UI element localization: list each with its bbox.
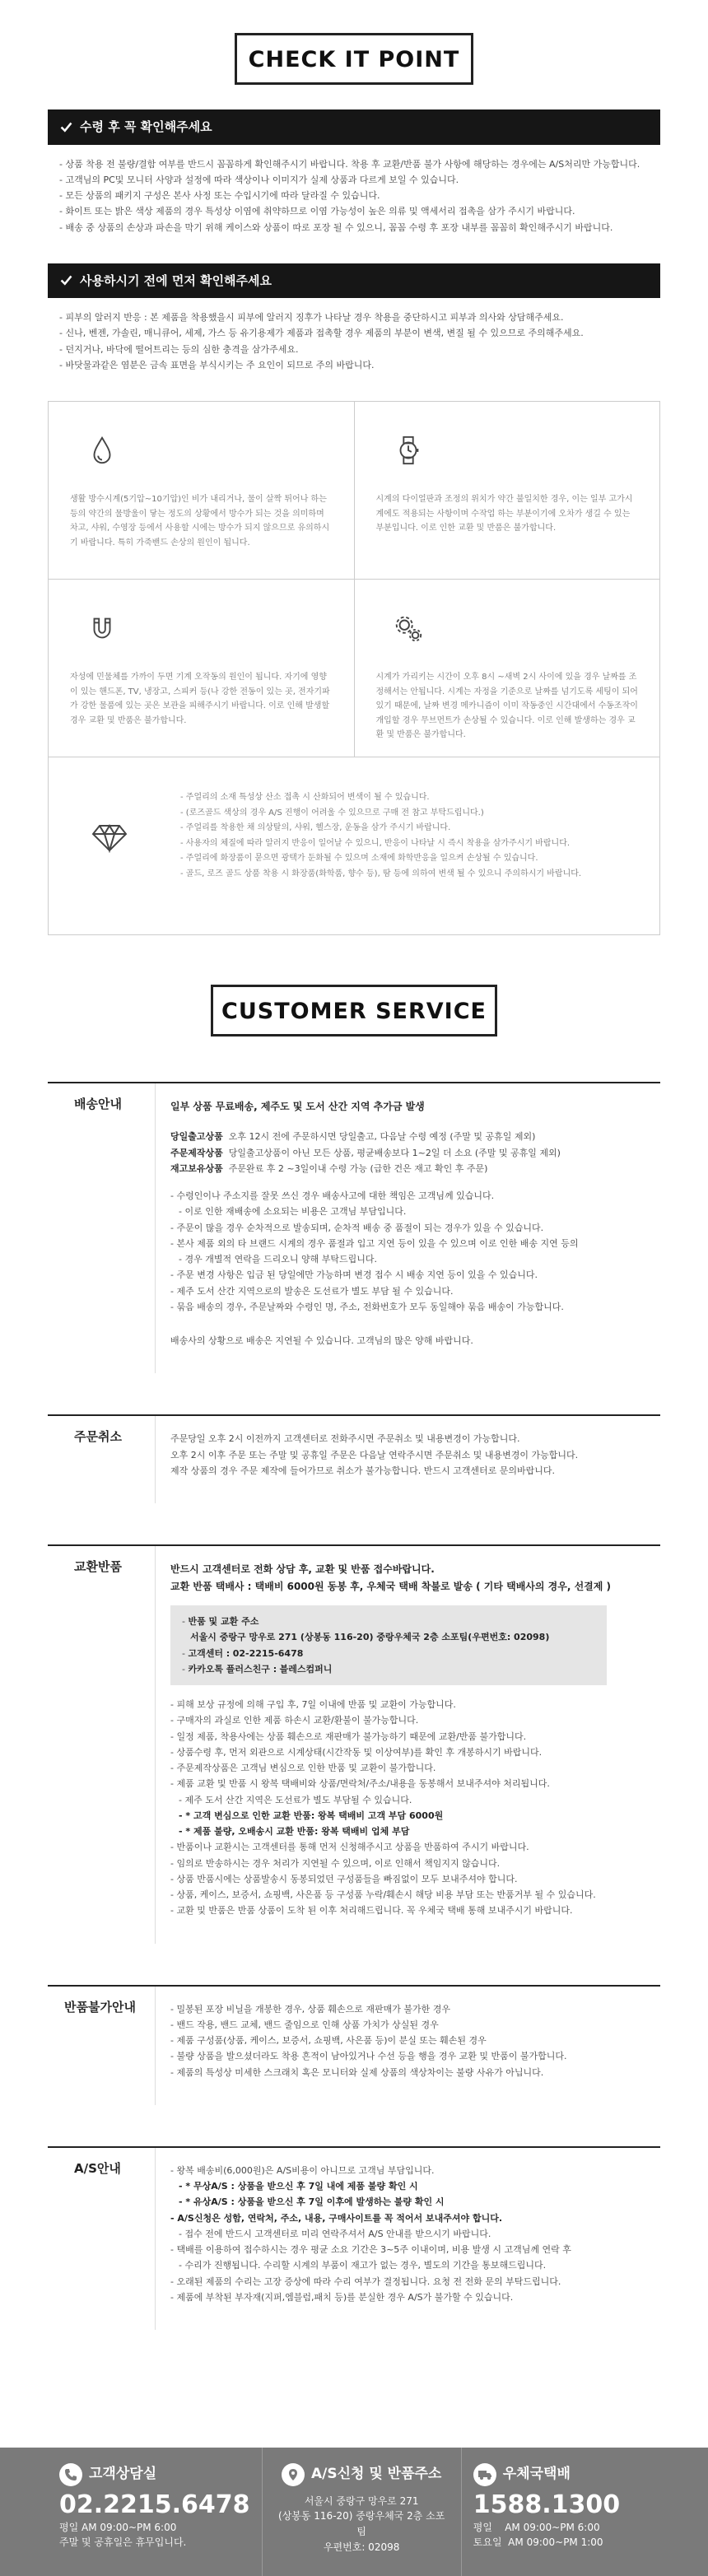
cancel-line: 오후 2시 이후 주문 또는 주말 및 공휴일 주문은 다음날 연락주시면 주문취소 및 내용변경이 가능합니다. — [170, 1449, 579, 1460]
receipt-notes-title: 수령 후 꼭 확인해주세요 — [80, 119, 212, 135]
return-address: 서울시 중랑구 망우로 271 (상봉동 116-20) 중랑우체국 2층 소포팀(우편번호: 02098) — [190, 1632, 550, 1643]
list-item: - 밀봉된 포장 비닐을 개봉한 경우, 상품 훼손으로 재판매가 불가한 경우 — [170, 2001, 660, 2017]
no-return-label: 반품불가안내 — [64, 1999, 136, 2015]
receipt-notes-header — [48, 109, 660, 144]
contact-footer — [0, 2448, 708, 2576]
jewelry-tip-list — [180, 790, 626, 882]
list-item: - 구매자의 과실로 인한 제품 하손시 교환/환불이 불가능합니다. — [170, 1712, 660, 1728]
shipping-type-row: 주문제작상품 당일출고상품이 아닌 모든 상품, 평균배송보다 1~2일 더 소요 (주말 및 공휴일 제외) — [170, 1147, 561, 1158]
cancel-line: 주문당일 오후 2시 이전까지 고객센터로 전화주시면 주문취소 및 내용변경이 가능합니다. — [170, 1433, 520, 1445]
list-item: - 수령인이나 주소지를 잘못 쓰신 경우 배송사고에 대한 책임은 고객님께 있습니다. — [170, 1188, 660, 1204]
shipping-delay-note: 배송사의 상황으로 배송은 지연될 수 있습니다. 고객님의 많은 양해 바랍니다. — [170, 1335, 473, 1346]
exchange-notes — [170, 1697, 660, 1919]
diamond-icon — [91, 823, 128, 853]
list-item: - 피부의 알러지 반응 : 본 제품을 착용했을시 피부에 알러지 징후가 나타날 경우 착용을 중단하시고 피부과 의사와 상담해주세요. — [59, 310, 649, 325]
list-item: - 상품 반품시에는 상품발송시 동봉되었던 구성품들을 빠짐없이 모두 보내주셔야 합니다. — [170, 1871, 660, 1887]
cs-hours: 평일 AM 09:00~PM 6:00 — [59, 2521, 177, 2533]
list-item: - * 제품 불량, 오배송시 교환 반품: 왕복 택배비 업체 부담 — [170, 1824, 660, 1839]
kakao-friend: - 카카오톡 플러스친구 : 블레스컴퍼니 — [182, 1663, 333, 1675]
shipping-label: 배송안내 — [74, 1097, 122, 1112]
usage-notes-header — [48, 263, 660, 298]
cs-center-title: 고객상담실 — [89, 2466, 157, 2482]
list-item: - 임의로 반송하시는 경우 처리가 지연될 수 있으며, 이로 인해서 책임지지 않습니다. — [170, 1856, 660, 1871]
list-item: - 주문이 많을 경우 순차적으로 발송되며, 순차적 배송 중 품절이 되는 경우가 있을 수 있습니다. — [170, 1220, 660, 1236]
list-item: - 주얼리를 착용한 채 의상탈의, 샤워, 헬스장, 운동을 삼가 주시기 바랍니다. — [180, 821, 626, 836]
care-tips-grid — [48, 401, 660, 935]
list-item: - 상품 착용 전 불량/결함 여부를 반드시 꼼꼼하게 확인해주시기 바랍니다. 착용 후 교환/반품 불가 사항에 해당하는 경우에는 A/S처리만 가능합니다. — [59, 156, 649, 172]
watch-icon — [393, 435, 424, 466]
list-item: - 본사 제품 외의 타 브랜드 시계의 경우 품절과 입고 지연 등이 있을 수 있으며 이로 인한 배송 지연 등의 — [170, 1236, 660, 1251]
usage-notes-title: 사용하시기 전에 먼저 확인해주세요 — [80, 273, 272, 288]
as-section — [48, 2146, 660, 2330]
return-address-heading: - 반품 및 교환 주소 — [182, 1616, 259, 1627]
list-item: - 묶음 배송의 경우, 주문날짜와 수령인 명, 주소, 전화번호가 모두 동일해야 묶음 배송이 가능합니다. — [170, 1299, 660, 1315]
list-item: - 밴드 작용, 밴드 교체, 밴드 줄임으로 인해 상품 가치가 상실된 경우 — [170, 2017, 660, 2033]
check-icon — [59, 273, 73, 287]
post-courier-column — [461, 2448, 660, 2576]
as-label: A/S안내 — [74, 2160, 121, 2176]
list-item: - 던지거나, 바닥에 떨어트리는 등의 심한 충격을 삼가주세요. — [59, 342, 649, 357]
list-item: - 접수 전에 반드시 고객센터로 미리 연락주셔서 A/S 안내를 받으시기 바랍니다. — [170, 2226, 660, 2242]
list-item: - 제품 교환 및 반품 시 왕복 택배비와 상품/면락처/주소/내용을 동봉해서 보내주셔야 처리됩니다. — [170, 1776, 660, 1791]
water-resistance-tip — [49, 402, 354, 579]
list-item: - 불량 상품을 발으셨더라도 착용 흔적이 남아있거나 수선 등을 행을 경우 교환 및 반품이 불가합니다. — [170, 2048, 660, 2064]
as-address-column — [262, 2448, 461, 2576]
list-item: - (로즈골드 색상의 경우 A/S 진행이 어려울 수 있으므로 구매 전 참고 부탁드립니다.) — [180, 806, 626, 822]
post-saturday-hours: 토요일 AM 09:00~PM 1:00 — [473, 2536, 603, 2549]
as-address-line: 서울시 중랑구 망우로 271 — [304, 2494, 419, 2507]
list-item: - 제품에 부착된 부자재(지퍼,엠블럼,패치 등)를 분실한 경우 A/S가 불가할 수 있습니다. — [170, 2290, 660, 2305]
list-item: - 모든 상품의 패키지 구성은 본사 사정 또는 수입시기에 따라 달라질 수 있습니다. — [59, 188, 649, 203]
list-item: - 수리가 진행됩니다. 수리할 시계의 부품이 재고가 없는 경우, 별도의 기간을 통보해드립니다. — [170, 2257, 660, 2273]
exchange-headline: 반드시 고객센터로 전화 상담 후, 교환 및 반품 접수바랍니다. — [170, 1563, 435, 1575]
list-item: - 이로 인한 재배송에 소요되는 비용은 고객님 부담입니다. — [170, 1204, 660, 1219]
date-setting-tip — [354, 580, 660, 757]
list-item: - * 유상A/S : 상품을 받으신 후 7일 이후에 발생하는 불량 확인 시 — [170, 2194, 660, 2210]
list-item: - 제품의 특성상 미세한 스크래치 혹은 모니터와 실제 상품의 색상차이는 불량 사유가 아닙니다. — [170, 2065, 660, 2080]
phone-icon — [59, 2463, 82, 2486]
post-courier-title: 우체국택배 — [502, 2466, 571, 2482]
no-return-section — [48, 1985, 660, 2105]
check-icon — [59, 120, 73, 134]
list-item: - 주얼리의 소재 특성상 산소 접촉 시 산화되어 변색이 될 수 있습니다. — [180, 790, 626, 806]
jewelry-care-tip — [49, 757, 659, 934]
shipping-types — [170, 1129, 660, 1176]
list-item: - 주문제작상품은 고객님 변심으로 인한 반품 및 교환이 불가합니다. — [170, 1760, 660, 1776]
location-pin-icon — [282, 2463, 305, 2486]
post-weekday-hours: 평일 AM 09:00~PM 6:00 — [473, 2521, 600, 2533]
magnet-tip-text: 자성에 민물체를 가까이 두면 기계 오작동의 원인이 됩니다. 자기에 영향이 있는 핸드폰, TV, 냉장고, 스피커 등(나 강한 전동이 있는 곳, 전자기파가 강한 물품에 있는 곳은 보관을 피해주시기 바랍니다. 이로 인해 발생할 경우 교환 및 반품은 불가합니다. — [70, 673, 330, 725]
list-item: - 신나, 벤젠, 가솔린, 매니큐어, 세제, 가스 등 유기용제가 제품과 접촉할 경우 제품의 부분이 변색, 변질 될 수 있으므로 주의해주세요. — [59, 325, 649, 341]
list-item: - 경우 개별적 연락을 드리오니 양해 부탁드립니다. — [170, 1251, 660, 1267]
exchange-section — [48, 1544, 660, 1944]
list-item: - * 고객 변심으로 인한 교환 반품: 왕복 택배비 고객 부담 6000원 — [170, 1808, 660, 1824]
cs-center-column — [48, 2448, 262, 2576]
cs-phone: - 고객센터 : 02-2215-6478 — [182, 1647, 304, 1659]
list-item: - 바닷물과같은 염분은 금속 표면을 부식시키는 주 요인이 되므로 주의 바랍니다. — [59, 357, 649, 373]
list-item: - 일정 제품, 착용사에는 상품 훼손으로 재판매가 불가능하기 때문에 교환/반품 불가합니다. — [170, 1729, 660, 1745]
cancel-label: 주문취소 — [74, 1429, 122, 1445]
as-notes — [170, 2163, 660, 2305]
list-item: - 배송 중 상품의 손상과 파손을 막기 위해 케이스와 상품이 따로 포장 될 수 있으니, 꼼꼼 수령 후 포장 내부를 꼼꼼히 확인해주시기 바랍니다. — [59, 220, 649, 235]
shipping-type-row: 재고보유상품 주문완료 후 2 ~3일이내 수령 가능 (급한 건은 재고 확인 후 주문) — [170, 1162, 488, 1174]
exchange-label: 교환반품 — [74, 1559, 122, 1574]
list-item: - 반품이나 교환시는 고객센터를 통해 먼저 신청해주시고 상품을 반품하여 주시기 바랍니다. — [170, 1839, 660, 1855]
list-item: - 제품 구성품(상품, 케이스, 보증서, 쇼핑백, 사은품 등)이 분실 또는 훼손된 경우 — [170, 2033, 660, 2048]
exchange-courier-note: 교환 반품 택배사 : 택배비 6000원 동봉 후, 우체국 택배 착불로 발송 ( 기타 택배사의 경우, 선결제 ) — [170, 1581, 612, 1592]
truck-icon — [473, 2463, 496, 2486]
receipt-notes-list — [48, 145, 660, 235]
list-item: - 화이트 또는 밝은 색상 제품의 경우 특성상 이염에 취약하므로 이염 가능성이 높은 의류 및 액세서리 접촉을 삼가 주시기 바랍니다. — [59, 203, 649, 219]
cancel-line: 제작 상품의 경우 주문 제작에 들어가므로 취소가 불가능합니다. 반드시 고객센터로 문의바랍니다. — [170, 1465, 555, 1476]
list-item: - 피해 보상 규정에 의해 구입 후, 7일 이내에 반품 및 교환이 가능합니다. — [170, 1697, 660, 1712]
check-it-point-title: CHECK IT POINT — [235, 33, 473, 85]
list-item: - 제주 도서 산간 지역은 도선료가 별도 부담될 수 있습니다. — [170, 1792, 660, 1808]
as-postal-code: 우편번호: 02098 — [323, 2541, 400, 2553]
post-phone-number[interactable]: 1588.1300 — [473, 2490, 621, 2519]
gears-icon — [393, 613, 424, 644]
list-item: - 고객님의 PC및 모니터 사양과 설정에 따라 색상이나 이미지가 실제 상품과 다르게 보일 수 있습니다. — [59, 172, 649, 188]
list-item: - 주문 변경 사항은 입금 된 당일에만 가능하며 변경 접수 시 배송 지연 등이 있을 수 있습니다. — [170, 1267, 660, 1283]
no-return-notes — [170, 2001, 660, 2080]
list-item: - 제주 도서 산간 지역으로의 발송은 도선료가 별도 부담 될 수 있습니다. — [170, 1283, 660, 1299]
as-address-title: A/S신청 및 반품주소 — [310, 2466, 442, 2482]
movement-tip-text: 시계가 가리키는 시간이 오후 8시 ~새벽 2시 사이에 있을 경우 날짜를 조정해서는 안됩니다. 시계는 자정을 기준으로 날짜를 넘기도록 세팅이 되어있기 때문에, 날짜 변경 메카니즘이 이미 작동중인 시간대에서 수동조작이 개입할 경우 무브먼트가 손상될 수 있습니다. 이로 인해 발생하는 경우 교환 및 반품은 불가합니다. — [375, 673, 638, 739]
cancel-section — [48, 1414, 660, 1503]
shipping-notes — [170, 1188, 660, 1315]
crown-tip-text: 시계의 다이얼판과 조정의 위치가 약간 불일치한 경우, 이는 일부 고가시계에도 적용되는 사항이며 수작업 하는 부분이기에 오차가 생길 수 있는 부분입니다. 이로 인한 교환 및 반품은 불가합니다. — [375, 495, 633, 533]
list-item: - 상품수령 후, 먼저 외관으로 시계상태(시간작동 및 이상여부)를 확인 후 개봉하시기 바랍니다. — [170, 1745, 660, 1760]
usage-notes-list — [48, 298, 660, 373]
list-item: - 상품, 케이스, 보증서, 쇼핑백, 사은품 등 구성품 누락/훼손시 해당 비용 부담 또는 반품거부 될 수 있습니다. — [170, 1887, 660, 1903]
return-address-box — [170, 1605, 607, 1685]
customer-service-title: CUSTOMER SERVICE — [211, 985, 497, 1036]
list-item: - 사용자의 체질에 따라 알러지 반응이 일어날 수 있으니, 반응이 나타날 시 즉시 착용을 삼가주시기 바랍니다. — [180, 836, 626, 852]
list-item: - 주얼리에 화장품이 묻으면 광택가 둔화될 수 있으며 소재에 화학반응을 일으켜 손상될 수 있습니다. — [180, 851, 626, 867]
as-address-line: (상봉동 116-20) 중랑우체국 2층 소포팀 — [278, 2510, 445, 2537]
magnet-icon — [86, 613, 118, 644]
list-item: - A/S신청은 성함, 연락처, 주소, 내용, 구매사이트를 꼭 적어서 보내주셔야 합니다. — [170, 2210, 660, 2226]
list-item: - 오래된 제품의 수리는 고장 증상에 따라 수리 여부가 결정됩니다. 요청 전 전화 문의 부탁드립니다. — [170, 2274, 660, 2290]
list-item: - 택배를 이용하여 접수하시는 경우 평균 소요 기간은 3~5주 이내이며, 비용 발생 시 고객님께 연락 후 — [170, 2242, 660, 2257]
water-tip-text: 생활 방수시계(5기압~10기압)인 비가 내리거나, 물이 살짝 튀어나 하는 등의 약간의 물방울이 닿는 정도의 상황에서 방수가 되는 것을 의미하며 차고, 샤워, 수영장 등에서 사용할 시에는 방수가 되지 않으므로 유의하시기 바랍니다. 특히 가죽밴드 손상의 원인이 됩니다. — [70, 495, 330, 547]
list-item: - 교환 및 반품은 반품 상품이 도착 된 이후 처리해드립니다. 꼭 우체국 택배 통해 보내주시기 바랍니다. — [170, 1903, 660, 1918]
shipping-type-row: 당일출고상품 오후 12시 전에 주문하시면 당일출고, 다음날 수령 예정 (주말 및 공휴일 제외) — [170, 1131, 536, 1143]
list-item: - 왕복 배송비(6,000원)은 A/S비용이 아니므로 고객님 부담입니다. — [170, 2163, 660, 2178]
water-drop-icon — [86, 435, 118, 466]
crown-alignment-tip — [354, 402, 660, 579]
shipping-section — [48, 1082, 660, 1373]
cs-holiday-note: 주말 및 공휴일은 휴무입니다. — [59, 2536, 187, 2549]
cs-phone-number[interactable]: 02.2215.6478 — [59, 2490, 250, 2519]
magnetism-tip — [49, 580, 354, 757]
shipping-headline: 일부 상품 무료배송, 제주도 및 도서 산간 지역 추가금 발생 — [170, 1101, 425, 1113]
list-item: - * 무상A/S : 상품을 받으신 후 7일 내에 제품 불량 확인 시 — [170, 2178, 660, 2194]
list-item: - 골드, 로즈 골드 상품 착용 시 화장품(화학품, 향수 등), 땀 등에 의하여 변색 될 수 있으니 주의하시기 바랍니다. — [180, 867, 626, 883]
